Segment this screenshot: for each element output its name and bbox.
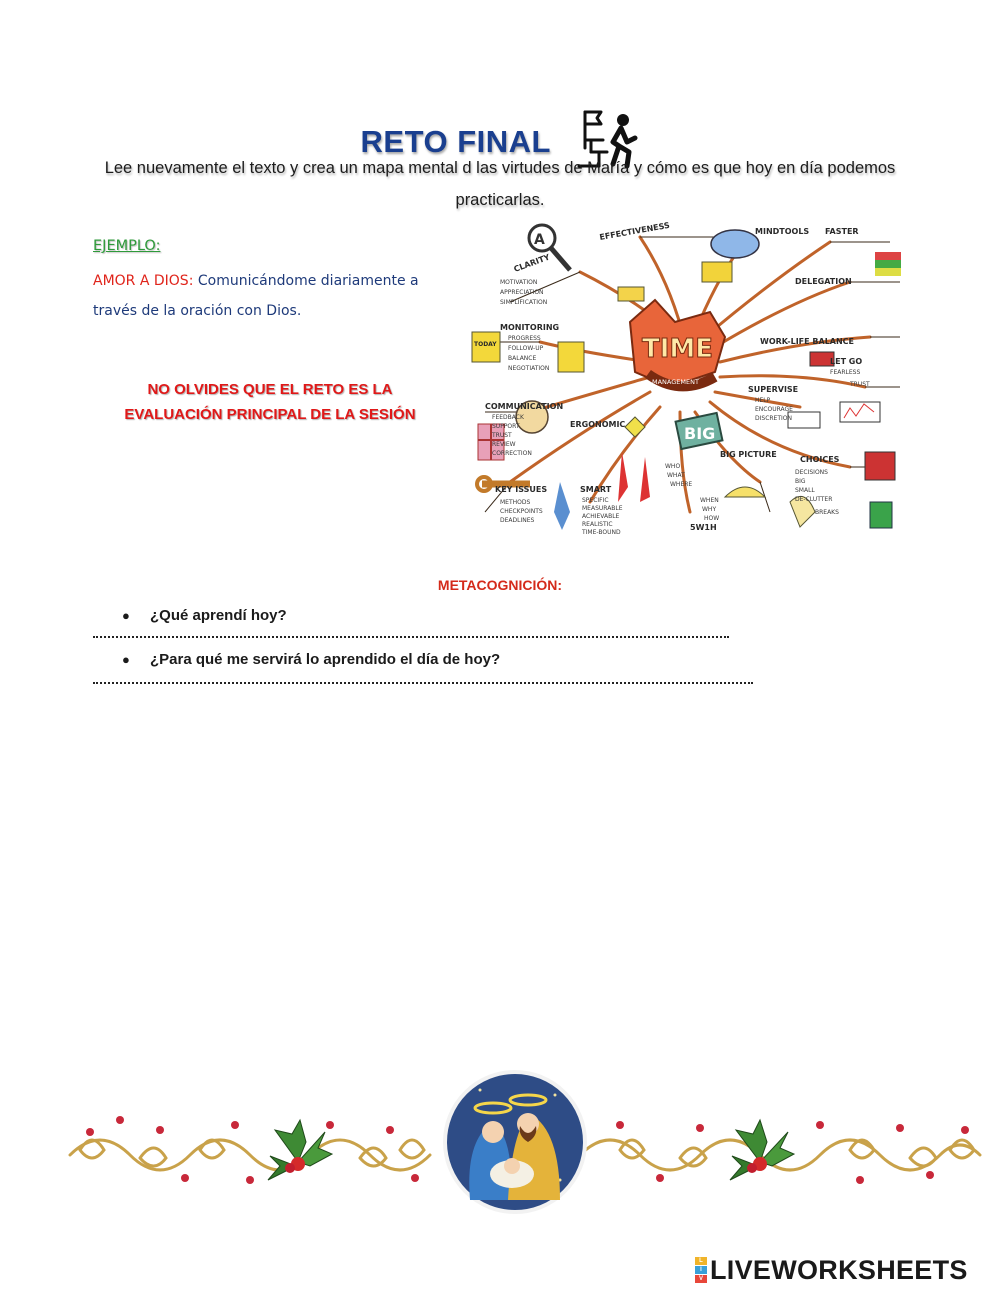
mindmap-sub: METHODS: [500, 499, 531, 506]
mindmap-sub: WHO: [665, 463, 681, 470]
mindmap-sub: WHERE: [670, 481, 693, 488]
mind-map-image: [470, 212, 910, 542]
mindmap-sub: NEGOTIATION: [508, 365, 550, 372]
mindmap-branch-communication: COMMUNICATION: [485, 402, 564, 411]
mindmap-center-subtext: MANAGEMENT: [652, 378, 699, 386]
mindmap-sub: CHECKPOINTS: [500, 508, 543, 515]
mindmap-branch-ergonomic: ERGONOMIC: [570, 420, 626, 429]
mindmap-branch-delegation: DELEGATION: [795, 277, 852, 286]
mindmap-branch-smart: SMART: [580, 485, 612, 494]
mindmap-sub: BALANCE: [508, 355, 537, 362]
mindmap-sub: DEADLINES: [500, 517, 535, 524]
mindmap-branch-5w1h: 5W1H: [690, 523, 717, 532]
mindmap-branch-faster: FASTER: [825, 227, 859, 236]
mindmap-branch-mindtools: MINDTOOLS: [755, 227, 810, 236]
mindmap-sub: SUPPORT: [492, 423, 520, 430]
mindmap-branch-choices: CHOICES: [800, 455, 840, 464]
logo-block: V: [695, 1275, 707, 1283]
mindmap-a: A: [534, 232, 545, 248]
mindmap-sub: SIMPLIFICATION: [500, 299, 548, 306]
brand-name: LIVEWORKSHEETS: [710, 1254, 968, 1285]
question-2-text: ¿Para qué me servirá lo aprendido el día de hoy?: [150, 651, 501, 668]
mindmap-branch-keyissues: KEY ISSUES: [495, 485, 548, 494]
bullet-icon: ●: [122, 652, 130, 667]
mindmap-branch-monitoring: MONITORING: [500, 323, 560, 332]
mindmap-sub: FEEDBACK: [492, 414, 524, 421]
bullet-icon: ●: [122, 608, 130, 623]
mindmap-branch-effectiveness: EFFECTIVENESS: [598, 220, 671, 242]
mindmap-sub: DISCRETION: [755, 415, 792, 422]
mindmap-sub: TIME-BOUND: [582, 529, 621, 536]
answer-line-1[interactable]: [93, 636, 729, 638]
mindmap-branch-supervise: SUPERVISE: [748, 385, 799, 394]
example-label: EJEMPLO:: [93, 238, 161, 254]
mindmap-sub: HELP: [755, 397, 771, 404]
mindmap-sub: TRUST: [492, 432, 512, 439]
question-2: [122, 651, 500, 668]
mindmap-sub: MOTIVATION: [500, 279, 538, 286]
mindmap-sub: FOLLOW-UP: [508, 345, 544, 352]
mindmap-branch-bigpicture: BIG PICTURE: [720, 450, 777, 459]
mindmap-sub: WHEN: [700, 497, 719, 504]
example-text: [93, 266, 453, 326]
mindmap-sub: PROGRESS: [508, 335, 541, 342]
answer-line-2[interactable]: [93, 682, 753, 684]
mindmap-sub: ACHIEVABLE: [582, 513, 620, 520]
metacognition-heading: METACOGNICIÓN:: [437, 577, 563, 593]
mindmap-sub: SMALL: [795, 487, 815, 494]
mindmap-sub: BIG: [795, 478, 806, 485]
logo-block: L: [695, 1257, 707, 1265]
mindmap-branch-letgo: LET GO: [830, 357, 863, 366]
mindmap-sub: DE-CLUTTER: [795, 496, 833, 503]
warning-note: [90, 377, 450, 427]
mindmap-sub: BREAKS: [815, 509, 839, 516]
liveworksheets-logo: [695, 1255, 968, 1285]
example-description: Comunicándome diariamente a través de la oración con Dios.: [93, 273, 419, 319]
mindmap-center-text: TIME: [642, 334, 714, 364]
mindmap-sub: WHAT: [667, 472, 685, 479]
question-1: [122, 607, 287, 624]
warning-line-1: NO OLVIDES QUE EL RETO ES LA: [147, 381, 393, 398]
logo-block: I: [695, 1266, 707, 1274]
mindmap-sub: WHY: [702, 506, 717, 513]
christmas-garland-decoration: [60, 1070, 990, 1220]
mindmap-big: BIG: [684, 424, 716, 443]
mindmap-sub: HOW: [704, 515, 720, 522]
example-key: AMOR A DIOS:: [93, 273, 194, 289]
mindmap-sub: DECISIONS: [795, 469, 828, 476]
mindmap-sub: MEASURABLE: [582, 505, 623, 512]
mindmap-branch-worklife: WORK-LIFE BALANCE: [760, 337, 855, 346]
mindmap-sub: REALISTIC: [582, 521, 613, 528]
mindmap-sub: TRUST: [850, 381, 870, 388]
mindmap-today: TODAY: [474, 341, 497, 348]
mindmap-sub: ENCOURAGE: [755, 406, 793, 413]
mindmap-sub: CORRECTION: [492, 450, 532, 457]
mindmap-sub: APPRECIATION: [500, 289, 544, 296]
page-title: RETO FINAL: [360, 123, 551, 159]
mindmap-sub: REVIEW: [492, 441, 516, 448]
question-1-text: ¿Qué aprendí hoy?: [150, 607, 287, 624]
instructions: Lee nuevamente el texto y crea un mapa mental d las virtudes de María y cómo es que hoy en día podemos practicarlas.: [104, 159, 896, 209]
mindmap-sub: FEARLESS: [830, 369, 861, 376]
warning-line-2: EVALUACIÓN PRINCIPAL DE LA SESIÓN: [124, 406, 416, 423]
mindmap-sub: SPECIFIC: [582, 497, 609, 504]
mindmap-branch-clarity: CLARITY: [512, 252, 551, 274]
logo-blocks-icon: [695, 1257, 707, 1284]
